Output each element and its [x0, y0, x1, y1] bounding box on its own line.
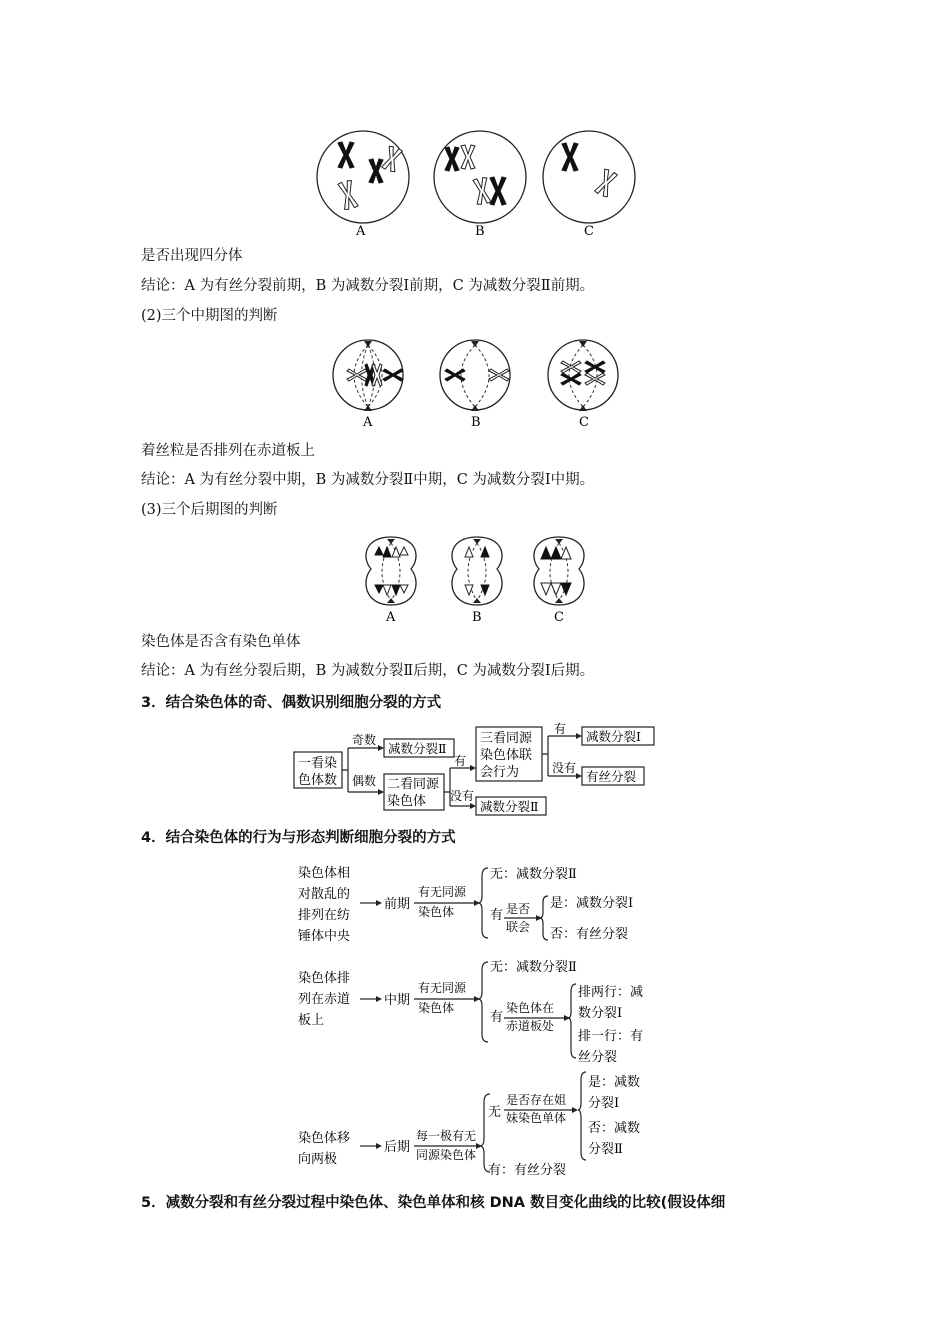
anaphase-cell-c — [534, 537, 584, 605]
flow-even-label: 偶数 — [352, 774, 377, 788]
metaphase-cell-b — [440, 340, 510, 411]
flow-has-label: 有 — [454, 754, 467, 768]
figure-label: B — [472, 610, 482, 625]
criterion-text: 着丝粒是否排列在赤道板上 — [141, 443, 315, 459]
metaphase-cell-a — [333, 340, 403, 411]
pro-q2-1: 是否 — [506, 902, 531, 916]
pro-has: 有 — [490, 908, 504, 923]
meta-none: 无：减数分裂Ⅱ — [490, 960, 577, 975]
criterion-text: 是否出现四分体 — [141, 248, 243, 264]
flow-step2-line2: 染色体 — [387, 794, 427, 809]
figure-label: C — [584, 224, 594, 239]
ana-stage: 后期 — [384, 1140, 411, 1155]
conclusion-text: 结论：A 为有丝分裂中期，B 为减数分裂Ⅱ中期，C 为减数分裂Ⅰ中期。 — [141, 472, 595, 488]
ana-q-2: 同源染色体 — [416, 1148, 477, 1162]
meta-q-1: 有无同源 — [418, 981, 467, 995]
item-heading: 3．结合染色体的奇、偶数识别细胞分裂的方式 — [141, 695, 442, 711]
flow-odd-label: 奇数 — [352, 733, 377, 747]
flow-step3-line2: 染色体联 — [480, 748, 533, 763]
criterion-text: 染色体是否含有染色单体 — [141, 634, 301, 650]
ana-no-1: 否：减数 — [588, 1121, 641, 1136]
ana-q2-2: 妹染色单体 — [506, 1111, 567, 1125]
ana-none: 无 — [488, 1105, 502, 1120]
conclusion-text: 结论：A 为有丝分裂后期，B 为减数分裂Ⅱ后期，C 为减数分裂Ⅰ后期。 — [141, 663, 595, 679]
prophase-cell-b — [434, 131, 526, 223]
prophase-cell-c — [543, 131, 635, 223]
meta-stage: 中期 — [384, 993, 411, 1008]
pro-left-1: 染色体相 — [298, 866, 351, 881]
odd-even-flowchart — [290, 722, 670, 818]
prophase-cell-a — [317, 131, 409, 223]
figure-label: C — [554, 610, 564, 625]
flow-none-result: 减数分裂Ⅱ — [480, 799, 539, 814]
anaphase-figures — [355, 533, 605, 625]
meta-one-2: 丝分裂 — [578, 1050, 618, 1065]
ana-no-2: 分裂Ⅱ — [588, 1142, 623, 1157]
meta-left-2: 列在赤道 — [298, 992, 351, 1007]
flow-step2-line1: 二看同源 — [387, 777, 440, 792]
meta-q2-1: 染色体在 — [506, 1001, 555, 1015]
conclusion-text: 结论：A 为有丝分裂前期，B 为减数分裂Ⅰ前期，C 为减数分裂Ⅱ前期。 — [141, 278, 595, 294]
figure-label: A — [363, 415, 373, 430]
meta-q-2: 染色体 — [418, 1001, 455, 1015]
flow-none2-label: 没有 — [552, 761, 577, 775]
meta-q2-2: 赤道板处 — [506, 1019, 555, 1033]
meta-two-2: 数分裂Ⅰ — [578, 1006, 623, 1021]
ana-left-2: 向两极 — [298, 1152, 338, 1167]
section-heading: (3)三个后期图的判断 — [141, 502, 278, 518]
section-heading: (2)三个中期图的判断 — [141, 308, 278, 324]
ana-q-1: 每一极有无 — [416, 1129, 477, 1143]
flow-none-label: 没有 — [450, 789, 475, 803]
ana-has: 有：有丝分裂 — [488, 1163, 567, 1178]
figure-label: C — [579, 415, 589, 430]
prophase-branch — [298, 865, 633, 944]
pro-stage: 前期 — [384, 897, 411, 912]
item-heading: 4．结合染色体的行为与形态判断细胞分裂的方式 — [141, 830, 456, 846]
pro-left-2: 对散乱的 — [298, 887, 351, 902]
flow-start-line2: 色体数 — [298, 773, 338, 788]
pro-none: 无：减数分裂Ⅱ — [490, 867, 577, 882]
flow-step3-line1: 三看同源 — [480, 731, 533, 746]
ana-left-1: 染色体移 — [298, 1131, 351, 1146]
pro-q-1: 有无同源 — [418, 885, 467, 899]
pro-no: 否：有丝分裂 — [550, 927, 629, 942]
figure-label: B — [471, 415, 481, 430]
pro-left-4: 锤体中央 — [298, 929, 351, 944]
meta-two-1: 排两行：减 — [578, 985, 644, 1000]
pro-left-3: 排列在纺 — [298, 908, 351, 923]
item-heading: 5．减数分裂和有丝分裂过程中染色体、染色单体和核 DNA 数目变化曲线的比较(假设体细 — [141, 1195, 726, 1211]
behavior-diagram — [290, 856, 670, 1186]
anaphase-branch — [298, 1072, 640, 1178]
figure-label: B — [475, 224, 485, 239]
metaphase-branch — [298, 959, 643, 1065]
meta-one-1: 排一行：有 — [578, 1029, 644, 1044]
flow-odd-result: 减数分裂Ⅱ — [388, 741, 447, 756]
flow-start-line1: 一看染 — [298, 756, 338, 771]
meta-left-1: 染色体排 — [298, 971, 351, 986]
figure-label: A — [356, 224, 366, 239]
metaphase-figures — [325, 335, 625, 430]
flow-none2-result: 有丝分裂 — [586, 769, 637, 784]
ana-q2-1: 是否存在姐 — [506, 1093, 567, 1107]
pro-q-2: 染色体 — [418, 905, 455, 919]
flow-has2-result: 减数分裂Ⅰ — [586, 729, 641, 744]
anaphase-cell-b — [452, 537, 502, 605]
pro-q2-2: 联会 — [506, 920, 531, 934]
metaphase-cell-c — [548, 340, 618, 411]
flow-has2-label: 有 — [554, 722, 567, 736]
ana-yes-2: 分裂Ⅰ — [588, 1096, 620, 1111]
meta-left-3: 板上 — [298, 1013, 325, 1028]
ana-yes-1: 是：减数 — [588, 1075, 641, 1090]
meta-has: 有 — [490, 1010, 504, 1025]
flow-step3-line3: 会行为 — [480, 765, 520, 780]
prophase-figures — [300, 125, 650, 240]
pro-yes: 是：减数分裂Ⅰ — [550, 896, 634, 911]
anaphase-cell-a — [366, 537, 416, 605]
figure-label: A — [386, 610, 396, 625]
